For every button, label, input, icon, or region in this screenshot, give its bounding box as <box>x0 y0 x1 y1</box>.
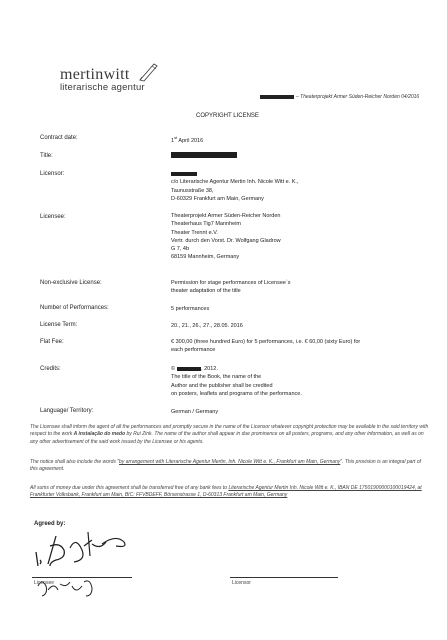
notice-paragraph <box>30 459 430 474</box>
credits-label: Credits: <box>40 366 61 372</box>
licensor-signature-label: Licensor <box>232 580 251 586</box>
title-value <box>171 151 237 159</box>
credits-value <box>171 365 302 398</box>
work-title: A instalação do medo <box>73 431 126 438</box>
licensee-line4: Vertr. durch den Vorst. Dr. Wolfgang Gladrow <box>171 237 281 244</box>
language-value: German / Germany <box>171 409 219 415</box>
payment-paragraph-pre: All sums of money due under this agreement shall be transferred free of any bank fees to <box>30 485 229 491</box>
licensee-line3: Theater Trennt e.V. <box>171 229 218 236</box>
performances-value: 5 performances <box>171 306 210 312</box>
flat-fee-value <box>171 338 360 355</box>
licensee-signature-line <box>32 577 132 578</box>
notice-paragraph-pre: The notice shall also include the words " <box>30 459 120 465</box>
license-term-label: License Term: <box>40 322 78 328</box>
agency-logo-name: mertinwitt <box>60 66 130 83</box>
notice-paragraph-credit: by arrangement with Literarische Agentur Mertin, Inh. Nicole Witt e. K., Frankfurt am Main, Germany <box>119 459 341 465</box>
non-exclusive-value <box>171 279 291 296</box>
licensor-signature-line <box>230 577 338 578</box>
non-exclusive-label: Non-exclusive License: <box>40 280 102 286</box>
non-exclusive-line1: Permission for stage performances of Licensee`s <box>171 280 291 286</box>
licensee-label: Licensee: <box>40 214 66 220</box>
licensee-value <box>171 212 281 262</box>
language-label: Language/ Territory: <box>40 408 94 414</box>
licensee-line2: Theaterhaus Tig7 Mannheim <box>171 221 242 228</box>
licensor-line1: c/o Literarische Agentur Mertin Inh. Nicole Witt e. K., <box>171 179 299 186</box>
licensor-line2: Taunusstraße 38, <box>171 187 214 194</box>
document-title: COPYRIGHT LICENSE <box>196 113 259 119</box>
reference-line <box>260 94 419 100</box>
non-exclusive-line2: theater adaptation of the title <box>171 288 241 295</box>
contract-date-suffix: st <box>174 135 178 140</box>
credits-redaction <box>177 367 201 371</box>
inform-paragraph <box>30 424 430 446</box>
licensee-signature-label: Licensee <box>34 580 55 586</box>
agreed-by-label: Agreed by: <box>34 521 66 527</box>
contract-date-value <box>171 134 203 145</box>
inform-paragraph-text: The Licensee shall inform the agent of all the performances and promptly secure in the name of the Licensor whatever copyright protection may be available in the said territory with respect to the work <box>30 424 429 438</box>
flat-fee-label: Flat Fee: <box>40 339 64 345</box>
performances-label: Number of Performances: <box>40 305 109 311</box>
licensee-line5: G 7, 4b <box>171 246 190 253</box>
credits-line1 <box>171 365 302 373</box>
licensee-line1: Theaterprojekt Armer Süden-Reicher Norden <box>171 213 281 219</box>
notice-paragraph-post: ". This provision is an integral part of this agreement. <box>30 459 421 473</box>
licensor-redaction-line <box>171 170 298 178</box>
payment-paragraph <box>30 485 430 500</box>
payment-paragraph-bank: Literarische Agentur Mertin Inh. Nicole Witt e. K., IBAN DE 17501900000100019424, at Frankfurter Volksbank, Frankfurt am Main, BIC: FFVBDEFF, Börsenstrasse 1, D-60313 Frankfurt am Main, Germany <box>30 485 422 499</box>
flat-fee-line1: € 300,00 (three hundred Euro) for 5 performances, i.e. € 60,00 (sixty Euro) for <box>171 339 361 345</box>
licensor-line3: D-60329 Frankfurt am Main, Germany <box>171 195 264 202</box>
contract-date-rest: April 2016 <box>177 137 204 144</box>
credits-year: , 2012. <box>201 366 218 372</box>
inform-paragraph-end: by Rui Zink. The name of the author shall appear in due prominence on all posters, programs, and any other information, as well as on any other advertisement of the said work issued by the Licensee or his agents. <box>30 431 424 445</box>
agency-logo-subtitle: literarische agentur <box>60 82 145 93</box>
credits-line3: Author and the publisher shall be credited <box>171 382 273 389</box>
title-redaction <box>171 152 237 158</box>
licensor-redaction <box>171 172 197 176</box>
contract-date-label: Contract date: <box>40 135 78 141</box>
reference-text: – Theaterprojekt Armer Süden-Reicher Norden 04/2016 <box>296 94 420 100</box>
title-label: Title: <box>40 153 53 159</box>
license-term-value: 20., 21., 26., 27., 28.05. 2016 <box>171 323 243 329</box>
handwritten-signature <box>30 526 140 608</box>
credits-line2: The title of the Book, the name of the <box>171 374 262 381</box>
licensee-line6: 68159 Mannheim, Germany <box>171 254 240 261</box>
copyright-symbol: © <box>171 366 176 372</box>
redaction-bar <box>260 95 294 99</box>
quill-icon <box>138 60 160 82</box>
contract-date-day: 1 <box>171 137 175 144</box>
licensor-label: Licensor: <box>40 171 65 177</box>
credits-line4: on posters, leaflets and programs of the performance. <box>171 390 302 397</box>
flat-fee-line2: each performance <box>171 347 216 354</box>
licensor-value <box>171 170 298 203</box>
